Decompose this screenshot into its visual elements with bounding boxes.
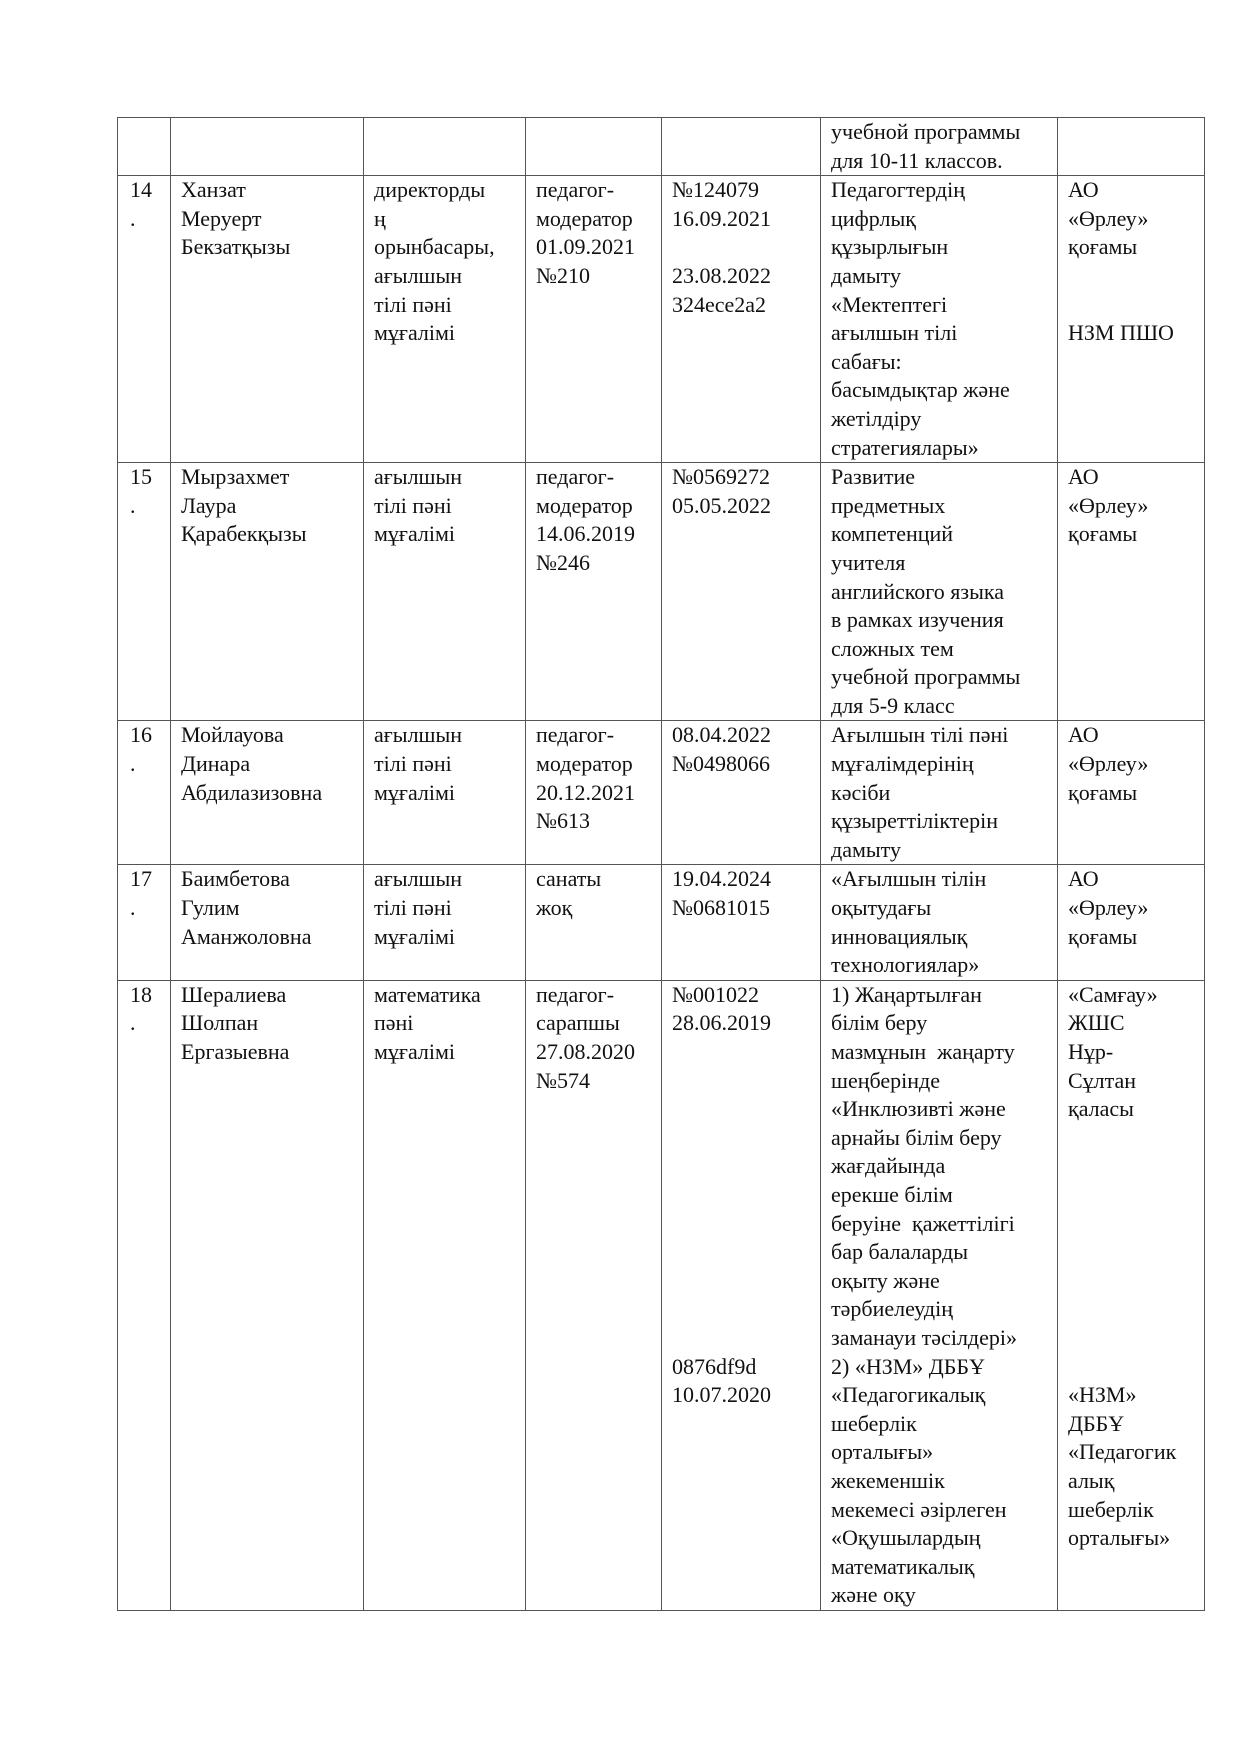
table-row	[118, 980, 1205, 1610]
table-row	[118, 865, 1205, 980]
category-text: санаты жоқ	[536, 866, 602, 921]
category-text: педагог- модератор 20.12.2021 №613	[536, 722, 635, 834]
organizer-text: АО «Өрлеу» қоғамы	[1068, 722, 1149, 805]
certificate-text: 19.04.2024 №0681015	[672, 866, 771, 921]
teacher-name-text: Шералиева Шолпан Ергазыевна	[181, 981, 290, 1064]
certificate-text: №0569272 05.05.2022	[672, 464, 771, 518]
organizer-text: «Самғау» ЖШС Нұр- Сұлтан қаласы «НЗМ» ДББҰ «Педагогик алық шеберлік орталығы»	[1068, 981, 1177, 1551]
position-cell	[364, 721, 526, 865]
organizer-text: АО «Өрлеу» қоғамы	[1068, 464, 1149, 547]
position-cell	[364, 463, 526, 721]
certificate-cell	[662, 865, 821, 980]
position-cell	[364, 865, 526, 980]
teachers-table	[117, 117, 1205, 1611]
course-title-text: учебной программы для 10-11 классов.	[831, 119, 1021, 173]
teacher-name-cell	[171, 865, 364, 980]
course-title-cell	[821, 118, 1058, 176]
position-text: математика пәні мұғалімі	[374, 981, 481, 1064]
teacher-name-cell	[171, 118, 364, 176]
row-number-cell	[118, 721, 171, 865]
position-cell	[364, 176, 526, 463]
category-text: педагог- сарапшы 27.08.2020 №574	[536, 981, 635, 1093]
position-cell	[364, 118, 526, 176]
row-number-cell	[118, 176, 171, 463]
position-cell	[364, 980, 526, 1610]
position-text: ағылшын тілі пәні мұғалімі	[374, 866, 463, 949]
category-cell	[526, 721, 662, 865]
certificate-cell	[662, 980, 821, 1610]
certificate-cell	[662, 176, 821, 463]
certificate-text: №001022 28.06.2019 0876df9d 10.07.2020	[672, 981, 771, 1408]
category-cell	[526, 980, 662, 1610]
table-row	[118, 463, 1205, 721]
category-cell	[526, 118, 662, 176]
table-row	[118, 118, 1205, 176]
teacher-name-cell	[171, 463, 364, 721]
row-number-text: 14 .	[130, 177, 152, 231]
table-body	[118, 118, 1205, 1611]
organizer-cell	[1058, 118, 1205, 176]
course-title-text: Развитие предметных компетенций учителя английского языка в рамках изучения сложных тем учебной программы для 5-9 класс	[831, 464, 1021, 718]
row-number-text: 18 .	[130, 981, 152, 1036]
row-number-text: 17 .	[130, 866, 152, 921]
category-cell	[526, 463, 662, 721]
course-title-text: Ағылшын тілі пәні мұғалімдерінің кәсіби құзыреттіліктерін дамыту	[831, 722, 1009, 862]
course-title-cell	[821, 980, 1058, 1610]
organizer-cell	[1058, 865, 1205, 980]
category-text: педагог- модератор 01.09.2021 №210	[536, 177, 635, 288]
category-cell	[526, 865, 662, 980]
row-number-cell	[118, 118, 171, 176]
organizer-cell	[1058, 463, 1205, 721]
certificate-text: №124079 16.09.2021 23.08.2022 324ece2a2	[672, 177, 771, 317]
organizer-cell	[1058, 980, 1205, 1610]
organizer-cell	[1058, 721, 1205, 865]
table-row	[118, 721, 1205, 865]
certificate-cell	[662, 118, 821, 176]
row-number-text: 15 .	[130, 464, 152, 518]
row-number-cell	[118, 865, 171, 980]
table-row	[118, 176, 1205, 463]
course-title-cell	[821, 865, 1058, 980]
row-number-cell	[118, 980, 171, 1610]
position-text: директорды ң орынбасары, ағылшын тілі пәні мұғалімі	[374, 177, 495, 346]
course-title-text: Педагогтердің цифрлық құзырлығын дамыту «Мектептегі ағылшын тілі сабағы: басымдықтар және жетілдіру стратегиялары»	[831, 177, 1010, 460]
teacher-name-text: Ханзат Меруерт Бекзатқызы	[181, 177, 291, 260]
teacher-name-cell	[171, 721, 364, 865]
position-text: ағылшын тілі пәні мұғалімі	[374, 464, 463, 547]
course-title-cell	[821, 721, 1058, 865]
row-number-text: 16 .	[130, 722, 152, 777]
course-title-text: 1) Жаңартылған білім беру мазмұнын жаңарту шеңберінде «Инклюзивті және арнайы білім беру жағдайында ерекше білім беруіне қажеттілігі бар балаларды оқыту және тәрбиелеудің заманауи тәсілдері» 2) «НЗМ» ДББҰ «Педагогикалық шеберлік орталығы» жекеменшік мекемесі әзірлеген «Оқушылардың математикалық және оқу	[831, 981, 1017, 1608]
teacher-name-cell	[171, 980, 364, 1610]
teacher-name-cell	[171, 176, 364, 463]
category-cell	[526, 176, 662, 463]
course-title-text: «Ағылшын тілін оқытудағы инновациялық технологиялар»	[831, 866, 987, 978]
teacher-name-text: Мырзахмет Лаура Қарабекқызы	[181, 464, 307, 547]
row-number-cell	[118, 463, 171, 721]
organizer-text: АО «Өрлеу» қоғамы	[1068, 866, 1149, 949]
position-text: ағылшын тілі пәні мұғалімі	[374, 722, 463, 805]
course-title-cell	[821, 176, 1058, 463]
teacher-name-text: Мойлауова Динара Абдилазизовна	[181, 722, 323, 805]
teacher-name-text: Баимбетова Гулим Аманжоловна	[181, 866, 312, 949]
organizer-cell	[1058, 176, 1205, 463]
course-title-cell	[821, 463, 1058, 721]
certificate-cell	[662, 721, 821, 865]
organizer-text: АО «Өрлеу» қоғамы НЗМ ПШО	[1068, 177, 1174, 346]
certificate-cell	[662, 463, 821, 721]
category-text: педагог- модератор 14.06.2019 №246	[536, 464, 635, 575]
certificate-text: 08.04.2022 №0498066	[672, 722, 771, 777]
